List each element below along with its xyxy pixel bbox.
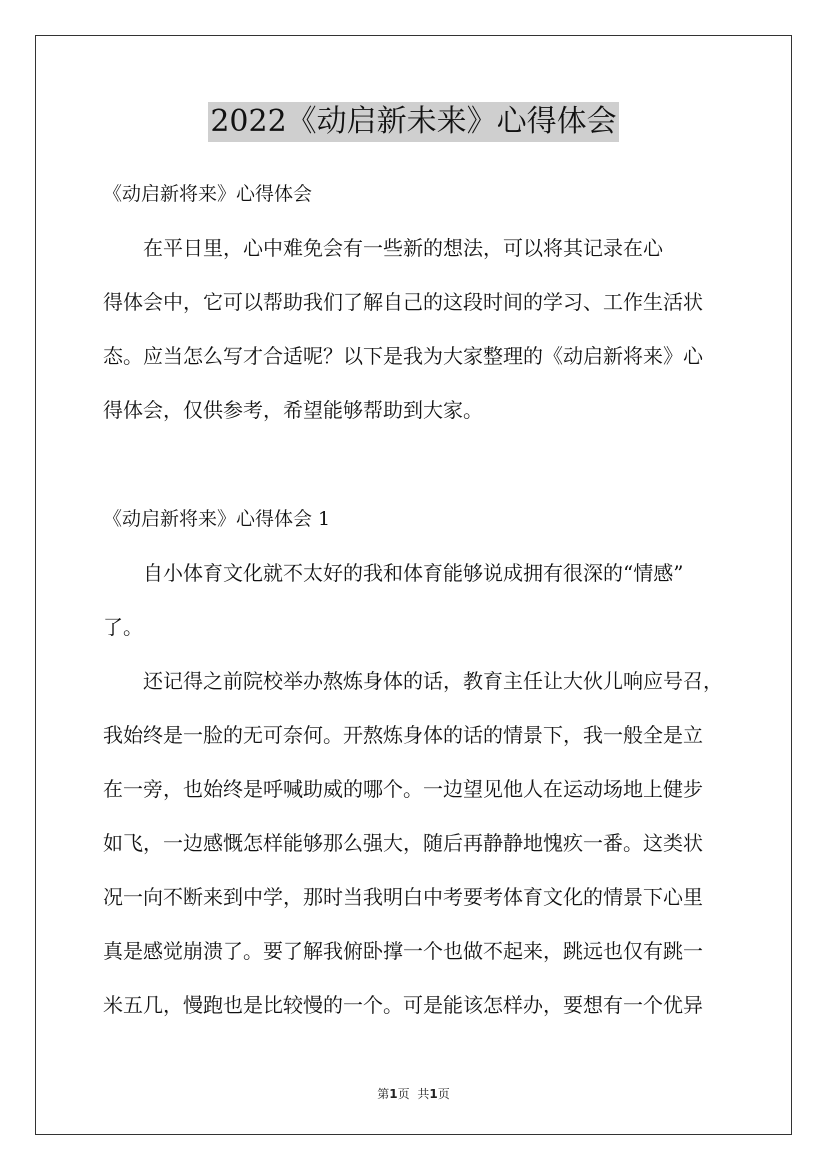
intro-line-3: 态。应当怎么写才合适呢？以下是我为大家整理的《动启新将来》心 [103,344,703,368]
paragraph2-line-1: 还记得之前院校举办熬炼身体的话，教育主任让大伙儿响应号召， [103,669,723,693]
intro-line-4: 得体会，仅供参考，希望能够帮助到大家。 [103,398,483,422]
section-heading: 《动启新将来》心得体会 1 [103,508,331,530]
paragraph1-line-2: 了。 [103,615,143,639]
page-total-label: 共1页 [417,1087,450,1101]
intro-line-2: 得体会中，它可以帮助我们了解自己的这段时间的学习、工作生活状 [103,290,703,314]
page-footer [0,1086,827,1102]
paragraph2-line-3: 在一旁，也始终是呼喊助威的哪个。一边望见他人在运动场地上健步 [103,777,703,801]
intro-line-1: 在平日里，心中难免会有一些新的想法，可以将其记录在心 [103,236,663,260]
paragraph2-line-7: 米五几，慢跑也是比较慢的一个。可是能该怎样办，要想有一个优异 [103,993,703,1017]
paragraph2-line-2: 我始终是一脸的无可奈何。开熬炼身体的话的情景下，我一般全是立 [103,723,703,747]
title-container [0,102,827,142]
document-subtitle: 《动启新将来》心得体会 [103,183,313,205]
paragraph1-line-1: 自小体育文化就不太好的我和体育能够说成拥有很深的“情感” [103,561,684,585]
paragraph2-line-5: 况一向不断来到中学，那时当我明白中考要考体育文化的情景下心里 [103,885,703,909]
document-title: 2022《动启新未来》心得体会 [208,102,618,142]
paragraph2-line-4: 如飞，一边感慨怎样能够那么强大，随后再静静地愧疚一番。这类状 [103,831,703,855]
page-number-label: 第1页 [377,1087,410,1101]
paragraph2-line-6: 真是感觉崩溃了。要了解我俯卧撑一个也做不起来，跳远也仅有跳一 [103,939,703,963]
